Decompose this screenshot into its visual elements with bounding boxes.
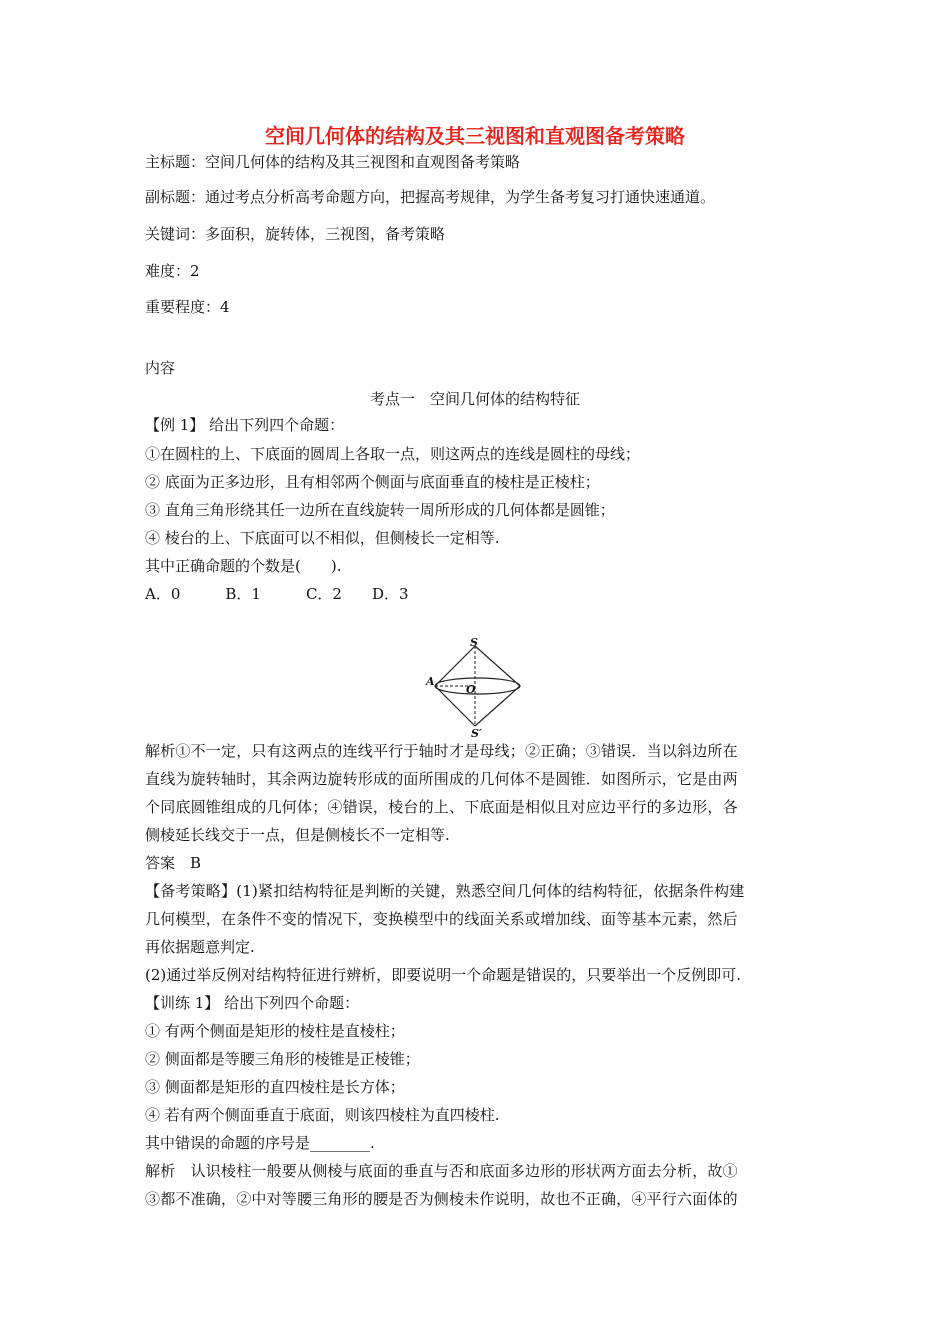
cone-edge-bottom-right	[475, 686, 520, 726]
section-heading: 考点一 空间几何体的结构特征	[369, 390, 580, 408]
strategy-line-4: (2)通过举反例对结构特征进行辨析，即要说明一个命题是错误的，只要举出一个反例即可.	[145, 966, 742, 984]
analysis-line-3: 个同底圆锥组成的几何体；④错误，棱台的上、下底面是相似且对应边平行的多边形，各	[145, 798, 738, 816]
subtitle-line: 副标题：通过考点分析高考命题方向，把握高考规律，为学生备考复习打通快速通道。	[145, 188, 716, 206]
importance-line: 重要程度：4	[145, 298, 230, 316]
label-o: O	[466, 683, 476, 696]
content-label: 内容	[145, 359, 176, 377]
double-cone-figure	[420, 634, 530, 738]
label-s: S	[470, 636, 478, 649]
difficulty-line: 难度：2	[145, 262, 200, 280]
training-analysis-line-1: 解析 认识棱柱一般要从侧棱与底面的垂直与否和底面多边形的形状两方面去分析，故①	[145, 1162, 738, 1180]
label-s-prime: S′	[471, 727, 482, 738]
training-proposition-4: ④ 若有两个侧面垂直于底面，则该四棱柱为直四棱柱.	[145, 1106, 500, 1124]
answer-line: 答案 B	[145, 854, 202, 872]
analysis-line-4: 侧棱延长线交于一点，但是侧棱长不一定相等.	[145, 826, 450, 844]
training-proposition-1: ① 有两个侧面是矩形的棱柱是直棱柱；	[145, 1022, 405, 1040]
proposition-1: ①在圆柱的上、下底面的圆周上各取一点，则这两点的连线是圆柱的母线；	[145, 445, 641, 463]
label-a: A	[426, 675, 435, 688]
question-line: 其中正确命题的个数是( ).	[145, 557, 342, 575]
training-proposition-2: ② 侧面都是等腰三角形的棱锥是正棱锥；	[145, 1050, 420, 1068]
proposition-3: ③ 直角三角形绕其任一边所在直线旋转一周所形成的几何体都是圆锥；	[145, 501, 615, 519]
strategy-line-3: 再依据题意判定.	[145, 938, 255, 956]
analysis-line-1: 解析①不一定，只有这两点的连线平行于轴时才是母线；②正确；③错误．当以斜边所在	[145, 742, 738, 760]
proposition-4: ④ 棱台的上、下底面可以不相似，但侧棱长一定相等.	[145, 529, 500, 547]
training-proposition-3: ③ 侧面都是矩形的直四棱柱是长方体；	[145, 1078, 405, 1096]
training-analysis-line-2: ③都不准确，②中对等腰三角形的腰是否为侧棱未作说明，故也不正确，④平行六面体的	[145, 1190, 738, 1208]
training-question: 其中错误的命题的序号是________.	[145, 1134, 375, 1152]
document-title: 空间几何体的结构及其三视图和直观图备考策略	[265, 124, 685, 148]
strategy-line-2: 几何模型，在条件不变的情况下，变换模型中的线面关系或增加线、面等基本元素，然后	[145, 910, 738, 928]
keywords-line: 关键词：多面积，旋转体，三视图，备考策略	[145, 225, 446, 243]
example-header: 【例 1】 给出下列四个命题：	[145, 416, 345, 434]
proposition-2: ② 底面为正多边形，且有相邻两个侧面与底面垂直的棱柱是正棱柱；	[145, 473, 600, 491]
main-title-line: 主标题：空间几何体的结构及其三视图和直观图备考策略	[145, 153, 521, 171]
cone-edge-top-left	[435, 646, 475, 686]
cone-edge-top-right	[475, 646, 520, 686]
strategy-line-1: 【备考策略】(1)紧扣结构特征是判断的关键，熟悉空间几何体的结构特征，依据条件构建	[145, 882, 745, 900]
options-line: A．0 B．1 C．2 D．3	[145, 585, 409, 603]
training-header: 【训练 1】 给出下列四个命题：	[145, 994, 360, 1012]
analysis-line-2: 直线为旋转轴时，其余两边旋转形成的面所围成的几何体不是圆锥．如图所示，它是由两	[145, 770, 738, 788]
